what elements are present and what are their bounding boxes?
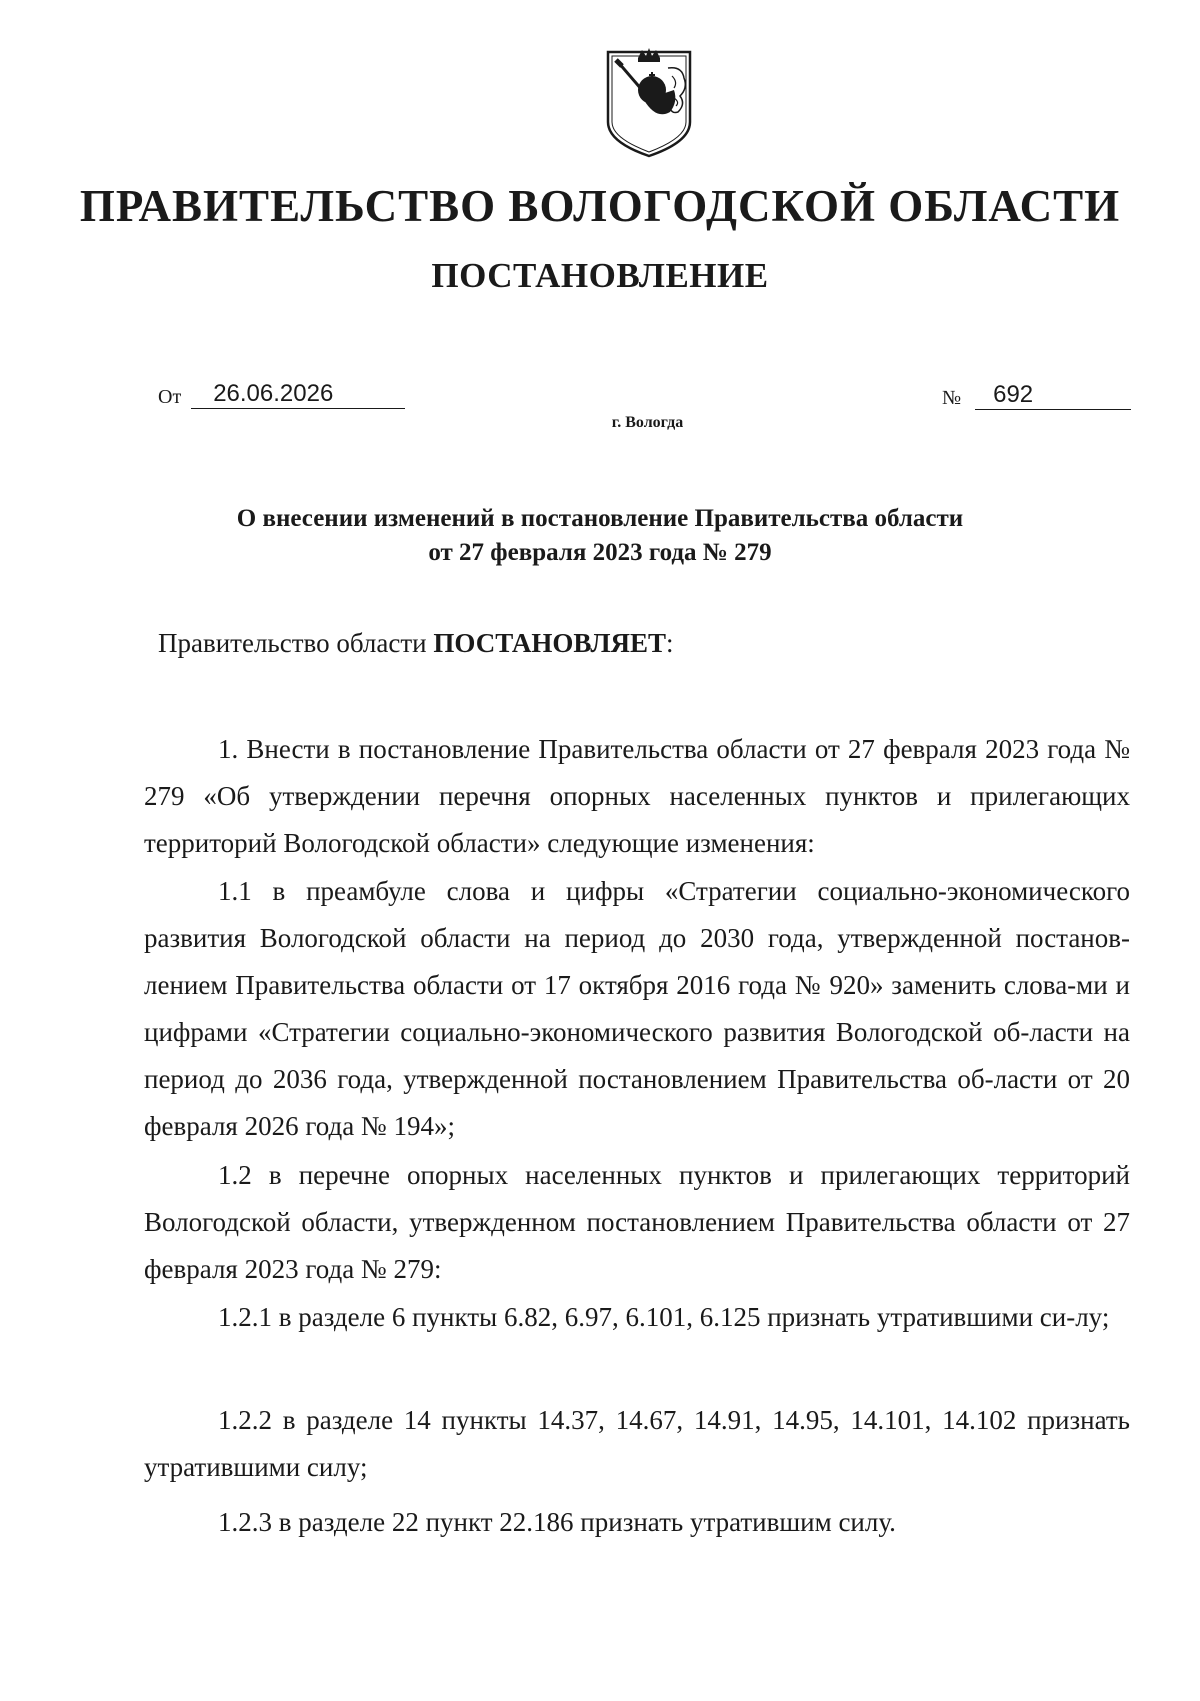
document-type-title: ПОСТАНОВЛЕНИЕ (431, 256, 769, 295)
paragraph-text: 1.2.2 в разделе 14 пункты 14.37, 14.67, 14.91, 14.95, 14.101, 14.102 признать утратившими силу; (144, 1405, 1130, 1482)
preamble-suffix: : (665, 628, 674, 658)
paragraph-1-1 (144, 868, 1130, 1150)
number-field (942, 381, 1131, 410)
date-field (158, 380, 405, 409)
city-label: г. Вологда (611, 414, 684, 431)
preamble-emphasis: ПОСТАНОВЛЯЕТ (433, 628, 666, 658)
document-number: 692 (975, 381, 1131, 410)
paragraph-1-2-2 (144, 1397, 1130, 1491)
paragraph-text: 1.2.1 в разделе 6 пункты 6.82, 6.97, 6.101, 6.125 признать утратившими си-лу; (218, 1302, 1110, 1332)
paragraph-1-2 (144, 1152, 1130, 1293)
document-subject (0, 502, 1200, 570)
subject-line-1: О внесении изменений в постановление Правительства области (236, 505, 964, 532)
preamble (158, 628, 674, 659)
vologda-coat-of-arms-icon (604, 42, 694, 160)
date-prefix: От (158, 386, 182, 408)
paragraph-text: 1.1 в преамбуле слова и цифры «Стратегии социально-экономического развития Вологодской области на период до 2030 года, утвержденной постанов-лением Правительства области от 17 октября 2016 года № 920» заменить слова-ми и цифрами «Стратегии социально-экономического развития Вологодской об-ласти на период до 2036 года, утвержденной постановлением Правительства об-ласти от 20 февраля 2026 года № 194»; (144, 876, 1130, 1141)
number-prefix: № (942, 387, 962, 409)
government-title: ПРАВИТЕЛЬСТВО ВОЛОГОДСКОЙ ОБЛАСТИ (79, 181, 1121, 231)
paragraph-text: 1. Внести в постановление Правительства области от 27 февраля 2023 года № 279 «Об утверждении перечня опорных населенных пунктов и прилегающих территорий Вологодской области» следующие изменения: (144, 734, 1130, 858)
paragraph-text: 1.2.3 в разделе 22 пункт 22.186 признать утратившим силу. (218, 1507, 896, 1537)
paragraph-1-2-3 (144, 1499, 1130, 1546)
paragraph-1-2-1 (144, 1294, 1130, 1341)
preamble-text: Правительство области (158, 628, 434, 658)
subject-line-2: от 27 февраля 2023 года № 279 (428, 539, 772, 566)
paragraph-1 (144, 726, 1130, 867)
paragraph-text: 1.2 в перечне опорных населенных пунктов и прилегающих территорий Вологодской области, утвержденном постановлением Правительства области от 27 февраля 2023 года № 279: (144, 1160, 1130, 1284)
document-date: 26.06.2026 (191, 380, 405, 409)
